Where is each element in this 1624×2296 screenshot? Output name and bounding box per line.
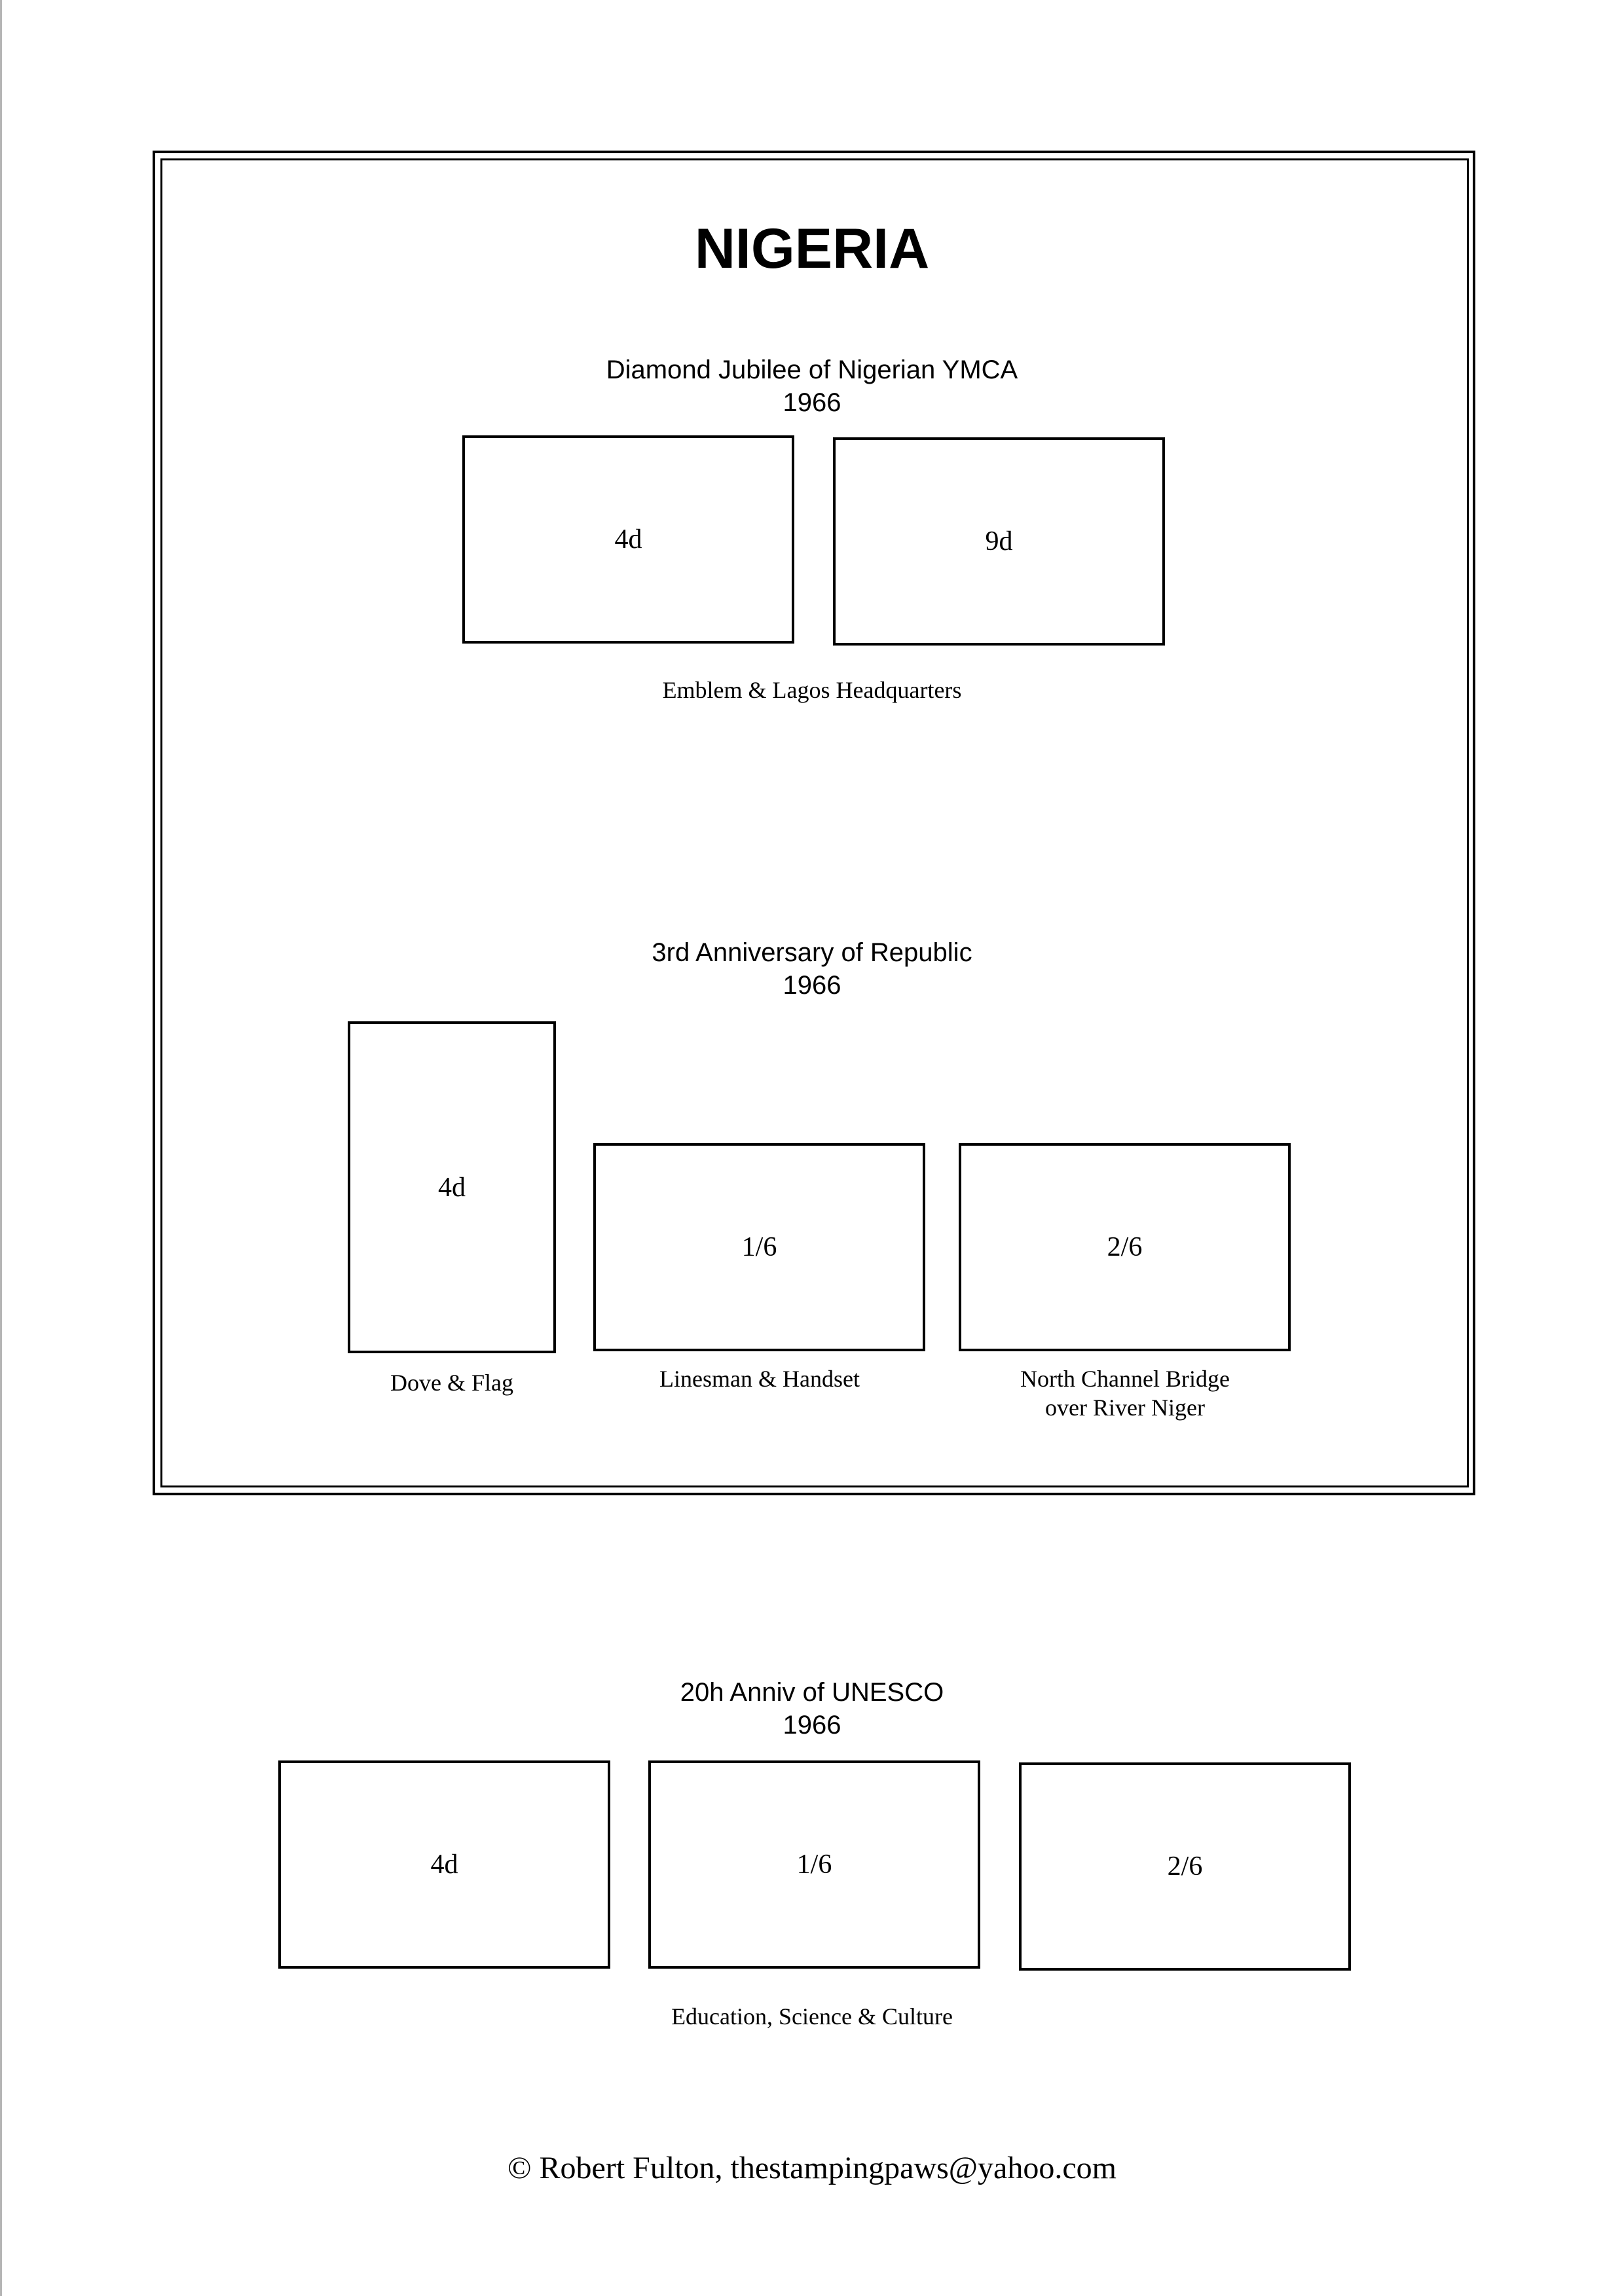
stamp-box-set2-3 [959,1143,1291,1351]
set-1-title: Diamond Jubilee of Nigerian YMCA [606,355,1018,384]
set-3-caption: Education, Science & Culture [671,2003,953,2030]
stamp-value: 4d [430,1850,458,1880]
stamp-value: 1/6 [796,1850,832,1880]
stamp-box-set1-1 [462,435,794,644]
set-3-year: 1966 [783,1711,841,1740]
stamp-value: 2/6 [1107,1232,1143,1262]
stamp-value: 4d [614,524,642,555]
stamp-caption-set2-3-line1: North Channel Bridge [1020,1366,1230,1392]
stamp-box-set3-1 [278,1760,610,1969]
stamp-box-set3-3 [1019,1762,1351,1971]
stamp-box-set2-2 [593,1143,925,1351]
stamp-caption-set2-2: Linesman & Handset [659,1366,860,1392]
stamp-caption-set2-3-line2: over River Niger [1045,1394,1205,1421]
stamp-value: 4d [438,1172,466,1203]
set-1-caption: Emblem & Lagos Headquarters [662,677,962,703]
set-2-year: 1966 [783,971,841,1000]
stamp-value: 1/6 [741,1232,777,1262]
copyright-footer: © Robert Fulton, thestampingpaws@yahoo.com [507,2151,1116,2185]
stamp-box-set1-2 [833,437,1165,646]
set-1-year: 1966 [783,388,841,417]
stamp-caption-set2-1: Dove & Flag [390,1370,513,1396]
page-title: NIGERIA [694,217,930,280]
set-2-title: 3rd Anniversary of Republic [652,938,972,967]
stamp-box-set2-1 [348,1021,556,1353]
set-3-title: 20h Anniv of UNESCO [680,1678,944,1707]
stamp-box-set3-2 [648,1760,980,1969]
page-edge-line [0,0,2,2296]
stamp-value: 2/6 [1167,1851,1203,1882]
stamp-value: 9d [985,526,1013,556]
